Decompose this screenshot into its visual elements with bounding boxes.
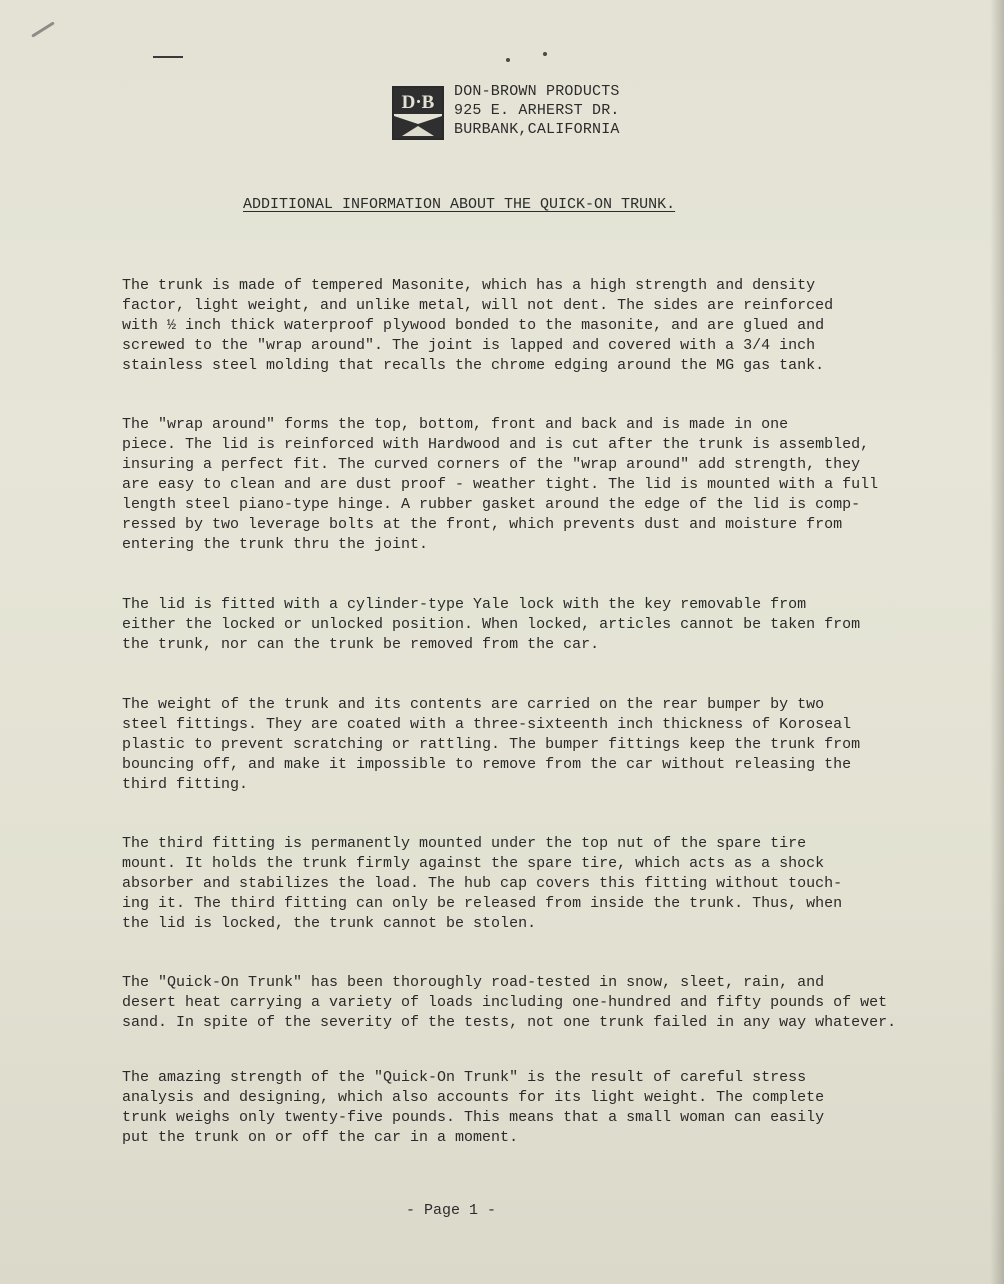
paragraph: The "wrap around" forms the top, bottom, front and back and is made in one piece. The lid is reinforced with Hardwood and is cut after the trunk is assembled, insuring a perfect fit. The curved corners of the "wrap around" add strength, they are easy to clean and are dust proof - weather tight. The lid is mounted with a full length steel piano-type hinge. A rubber gasket around the edge of the lid is comp- ressed by two leverage bolts at the front, which prevents dust and moisture from entering the trunk thru the joint. xyxy=(122,416,879,553)
company-street: 925 E. ARHERST DR. xyxy=(454,102,620,119)
paragraph: The trunk is made of tempered Masonite, which has a high strength and density factor, light weight, and unlike metal, will not dent. The sides are reinforced with ½ inch thick waterproof plywood bonded to the masonite, and are glued and screwed to the "wrap around". The joint is lapped and covered with a 3/4 inch stainless steel molding that recalls the chrome edging around the MG gas tank. xyxy=(122,277,834,374)
paragraph: The third fitting is permanently mounted under the top nut of the spare tire mount. It holds the trunk firmly against the spare tire, which acts as a shock absorber and stabilizes the load. The hub cap covers this fitting without touch- ing it. The third fitting can only be released from inside the trunk. Thus, when the lid is locked, the trunk cannot be stolen. xyxy=(122,835,843,932)
dot-mark xyxy=(543,52,547,56)
company-logo xyxy=(392,86,444,140)
dash-mark xyxy=(153,56,183,58)
logo-text: D·B xyxy=(401,92,435,113)
paragraph: The weight of the trunk and its contents are carried on the rear bumper by two steel fittings. They are coated with a three-sixteenth inch thickness of Koroseal plastic to prevent scratching or rattling. The bumper fittings keep the trunk from bouncing off, and make it impossible to remove from the car without releasing the third fitting. xyxy=(122,696,861,793)
paragraph: The lid is fitted with a cylinder-type Yale lock with the key removable from either the locked or unlocked position. When locked, articles cannot be taken from the trunk, nor can the trunk be removed from the car. xyxy=(122,596,861,653)
pencil-mark xyxy=(31,21,55,37)
letterhead xyxy=(392,82,620,140)
page-number: - Page 1 - xyxy=(406,1202,497,1219)
page-edge-shadow xyxy=(990,0,1004,1284)
dot-mark xyxy=(506,58,510,62)
company-city: BURBANK,CALIFORNIA xyxy=(454,121,620,138)
company-address-block xyxy=(454,82,620,139)
document-title: ADDITIONAL INFORMATION ABOUT THE QUICK-ON TRUNK. xyxy=(243,196,676,213)
company-name: DON-BROWN PRODUCTS xyxy=(454,83,620,100)
paragraph: The amazing strength of the "Quick-On Trunk" is the result of careful stress analysis and designing, which also accounts for its light weight. The complete trunk weighs only twenty-five pounds. This means that a small woman can easily put the trunk on or off the car in a moment. xyxy=(122,1069,825,1146)
paragraph: The "Quick-On Trunk" has been thoroughly road-tested in snow, sleet, rain, and desert heat carrying a variety of loads including one-hundred and fifty pounds of wet sand. In spite of the severity of the tests, not one trunk failed in any way whatever. xyxy=(122,974,897,1031)
